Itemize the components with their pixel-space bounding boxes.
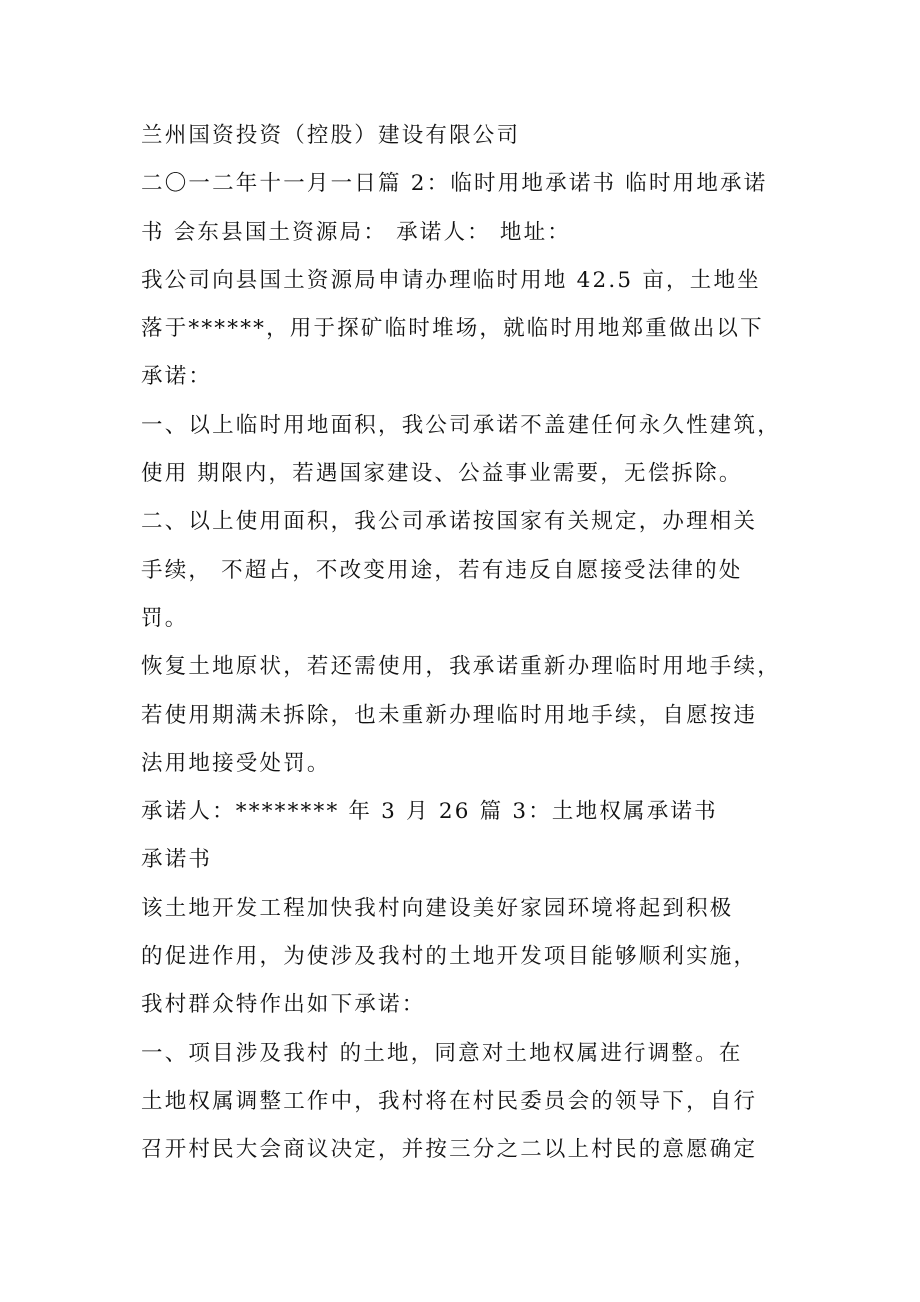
- text-line: 承诺：: [141, 364, 213, 390]
- text-line: 使用 期限内，若遇国家建设、公益事业需要，无偿拆除。: [141, 461, 743, 487]
- text-line: 罚。: [141, 605, 189, 631]
- text-line: 承诺人：******** 年 3 月 26 篇 3：土地权属承诺书: [141, 799, 718, 825]
- text-line: 落于******，用于探矿临时堆场，就临时用地郑重做出以下: [141, 316, 764, 342]
- text-line: 召开村民大会商议决定，并按三分之二以上村民的意愿确定: [141, 1137, 758, 1163]
- text-line: 兰州国资投资（控股）建设有限公司: [141, 123, 521, 148]
- text-line: 若使用期满未拆除，也未重新办理临时用地手续，自愿按违: [141, 702, 758, 728]
- text-line: 二、以上使用面积，我公司承诺按国家有关规定，办理相关: [141, 509, 758, 535]
- text-line: 二〇一二年十一月一日篇 2：临时用地承诺书 临时用地承诺: [141, 171, 768, 197]
- text-line: 土地权属调整工作中，我村将在村民委员会的领导下，自行: [141, 1088, 758, 1114]
- text-line: 手续， 不超占，不改变用途，若有违反自愿接受法律的处: [141, 557, 743, 583]
- text-line: 恢复土地原状，若还需使用，我承诺重新办理临时用地手续，: [141, 654, 781, 680]
- document-body: [141, 112, 791, 1175]
- text-line: 我公司向县国土资源局申请办理临时用地 42.5 亩，土地坐: [141, 267, 761, 293]
- text-line: 一、项目涉及我村 的土地，同意对土地权属进行调整。在: [141, 1040, 743, 1066]
- text-line: 法用地接受处罚。: [141, 750, 331, 776]
- text-line: 的促进作用，为使涉及我村的土地开发项目能够顺利实施，: [141, 944, 758, 970]
- text-line: 一、以上临时用地面积，我公司承诺不盖建任何永久性建筑，: [141, 412, 781, 438]
- text-line: 书 会东县国土资源局： 承诺人： 地址：: [141, 219, 572, 245]
- text-line: 承诺书: [141, 847, 213, 873]
- text-line: 我村群众特作出如下承诺：: [141, 992, 426, 1018]
- text-line: 该土地开发工程加快我村向建设美好家园环境将起到积极: [141, 895, 734, 921]
